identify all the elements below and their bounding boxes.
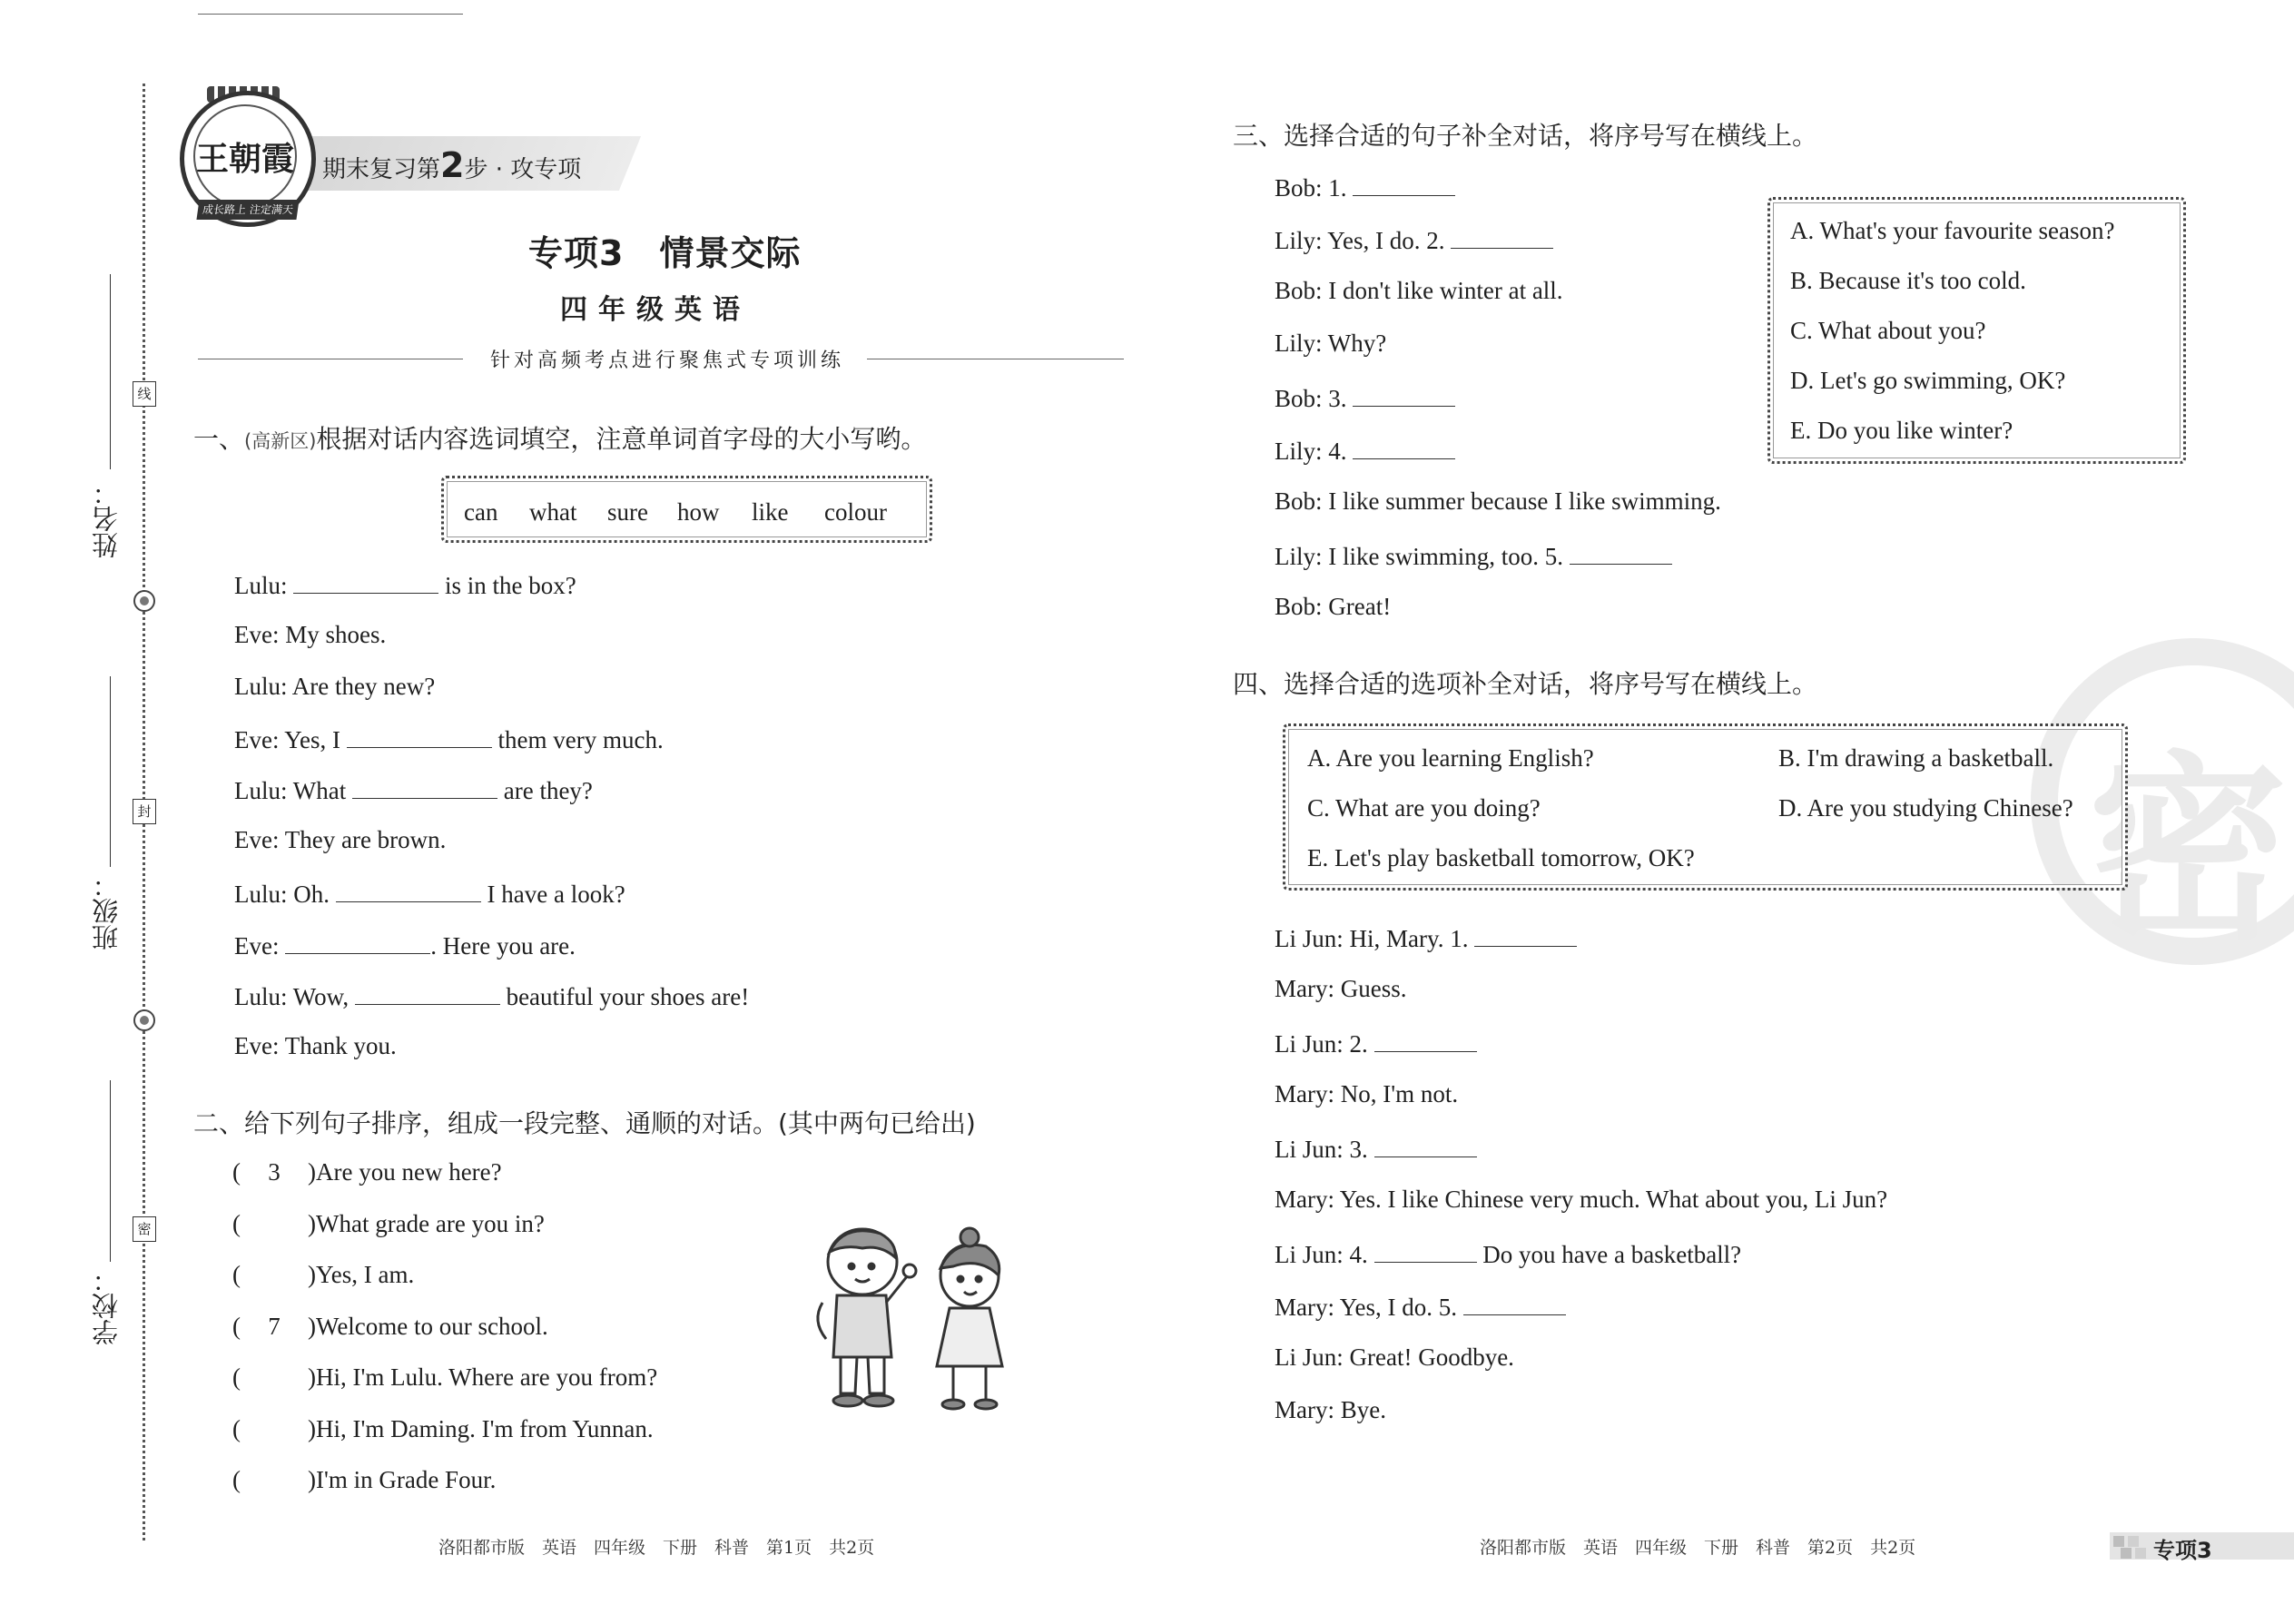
word-bank-word: how	[677, 498, 720, 526]
dialog-line: Mary: Guess.	[1275, 975, 1407, 1002]
page-title: 专项3 情景交际	[528, 233, 802, 273]
fill-blank[interactable]	[1353, 435, 1455, 459]
dialog-line: Mary: Yes. I like Chinese very much. What about you, Li Jun?	[1275, 1186, 1888, 1213]
dialog-line: Lulu: Are they new?	[234, 673, 436, 700]
fill-blank[interactable]	[1451, 224, 1553, 249]
fill-blank[interactable]	[285, 930, 430, 954]
fill-blank[interactable]	[293, 569, 438, 594]
fill-blank[interactable]	[1353, 172, 1455, 196]
dialog-line: Lily: 4.	[1275, 435, 1455, 466]
option-item: E. Let's play basketball tomorrow, OK?	[1307, 844, 1695, 871]
order-item: ( 7 )Welcome to our school.	[232, 1313, 548, 1340]
option-item: D. Let's go swimming, OK?	[1790, 367, 2066, 394]
word-bank-word: colour	[824, 498, 887, 526]
fill-blank[interactable]	[352, 774, 497, 799]
dialog-line: Li Jun: 2.	[1275, 1028, 1477, 1058]
tab-square-icon	[2135, 1548, 2146, 1559]
order-item: ( )Hi, I'm Daming. I'm from Yunnan.	[232, 1415, 654, 1442]
dialog-line: Eve: My shoes.	[234, 621, 387, 648]
dialog-line: Eve: . Here you are.	[234, 930, 576, 960]
tab-square-icon	[2113, 1536, 2124, 1547]
option-item: D. Are you studying Chinese?	[1778, 794, 2073, 822]
dialog-line: Mary: No, I'm not.	[1275, 1080, 1459, 1107]
footer-left: 洛阳都市版 英语 四年级 下册 科普 第1页 共2页	[438, 1538, 875, 1558]
word-bank-box	[441, 476, 932, 543]
banner-prefix: 期末复习第	[322, 156, 441, 183]
fill-blank[interactable]	[1374, 1028, 1477, 1052]
dialog-line: Lulu: What are they?	[234, 774, 593, 805]
logo-text: 王朝霞	[193, 104, 297, 208]
option-item: B. Because it's too cold.	[1790, 267, 2026, 294]
section4-heading: 四、选择合适的选项补全对话，将序号写在横线上。	[1233, 669, 1818, 699]
class-field-line[interactable]	[110, 676, 111, 867]
fill-blank[interactable]	[1374, 1133, 1477, 1157]
option-item: A. What's your favourite season?	[1790, 217, 2115, 244]
fill-blank[interactable]	[355, 980, 500, 1005]
dialog-line: Lulu: Wow, beautiful your shoes are!	[234, 980, 749, 1011]
dialog-line: Lily: Why?	[1275, 330, 1387, 357]
dialog-line: Lily: Yes, I do. 2.	[1275, 224, 1553, 255]
children-illustration	[808, 1221, 1026, 1421]
option-item: C. What about you?	[1790, 317, 1986, 344]
tagline: 针对高频考点进行聚焦式专项训练	[490, 349, 845, 372]
dialog-line: Bob: I don't like winter at all.	[1275, 277, 1563, 304]
fill-blank[interactable]	[1353, 382, 1455, 407]
page-subtitle: 四年级英语	[560, 294, 751, 326]
tab-square-icon	[2121, 1548, 2132, 1559]
option-item: E. Do you like winter?	[1790, 417, 2013, 444]
option-item: C. What are you doing?	[1307, 794, 1541, 822]
class-label: 班级：	[91, 871, 122, 950]
dialog-line: Eve: Thank you.	[234, 1032, 397, 1059]
order-item: ( )I'm in Grade Four.	[232, 1466, 497, 1493]
dialog-line: Li Jun: Great! Goodbye.	[1275, 1343, 1514, 1371]
fill-blank[interactable]	[336, 878, 481, 902]
fill-blank[interactable]	[1463, 1291, 1566, 1315]
order-number[interactable]: 7	[268, 1313, 281, 1340]
dialog-line: Mary: Yes, I do. 5.	[1275, 1291, 1566, 1322]
seal-char-feng: 封	[133, 799, 156, 824]
order-item: ( )Yes, I am.	[232, 1261, 415, 1288]
logo-ribbon: 成长路上 注定满天	[196, 200, 299, 220]
dialog-line: Lily: I like swimming, too. 5.	[1275, 540, 1672, 571]
seal-char-mi: 密	[133, 1216, 156, 1242]
section1-heading	[193, 419, 926, 456]
fill-blank[interactable]	[347, 723, 492, 748]
seal-ring-icon	[133, 1009, 155, 1031]
word-bank-word: what	[529, 498, 577, 526]
dialog-line: Li Jun: Hi, Mary. 1.	[1275, 922, 1577, 953]
order-item: ( )Hi, I'm Lulu. Where are you from?	[232, 1363, 658, 1391]
secret-watermark-char: 密	[2088, 734, 2289, 967]
dialog-line: Lulu: Oh. I have a look?	[234, 878, 625, 909]
footer-right: 洛阳都市版 英语 四年级 下册 科普 第2页 共2页	[1480, 1538, 1916, 1558]
word-bank-word: can	[464, 498, 498, 526]
order-item: ( )What grade are you in?	[232, 1210, 545, 1237]
dialog-line: Bob: Great!	[1275, 593, 1392, 620]
section1-region: (高新区)	[244, 430, 317, 452]
dialog-line: Bob: I like summer because I like swimming.	[1275, 487, 1721, 515]
section3-heading: 三、选择合适的句子补全对话，将序号写在横线上。	[1233, 121, 1818, 151]
dialog-line: Mary: Bye.	[1275, 1396, 1386, 1423]
tagline-rule-left	[198, 14, 463, 15]
dialog-line: Li Jun: 4. Do you have a basketball?	[1275, 1238, 1741, 1269]
dialog-line: Eve: They are brown.	[234, 826, 447, 853]
section1-number: 一、	[193, 424, 245, 454]
school-field-line[interactable]	[110, 1080, 111, 1262]
section-tab-label: 专项3	[2153, 1538, 2212, 1563]
seal-char-xian: 线	[133, 381, 156, 407]
option-item: B. I'm drawing a basketball.	[1778, 744, 2054, 772]
order-item: ( 3 )Are you new here?	[232, 1158, 502, 1186]
dialog-line: Bob: 1.	[1275, 172, 1455, 202]
dialog-line: Bob: 3.	[1275, 382, 1455, 413]
word-bank-word: like	[752, 498, 789, 526]
tab-square-icon	[2128, 1536, 2139, 1547]
name-field-line[interactable]	[110, 274, 111, 469]
dialog-line: Eve: Yes, I them very much.	[234, 723, 664, 754]
word-bank-word: sure	[607, 498, 648, 526]
fill-blank[interactable]	[1374, 1238, 1477, 1263]
banner-step: 2	[440, 145, 465, 185]
dialog-line: Li Jun: 3.	[1275, 1133, 1477, 1164]
header-banner-text	[322, 145, 581, 185]
fill-blank[interactable]	[1570, 540, 1672, 565]
seal-ring-icon	[133, 590, 155, 612]
section1-instruction: 根据对话内容选词填空，注意单词首字母的大小写哟。	[316, 424, 927, 454]
dialog-line: Lulu: is in the box?	[234, 569, 576, 600]
option-item: A. Are you learning English?	[1307, 744, 1594, 772]
section2-heading: 二、给下列句子排序，组成一段完整、通顺的对话。(其中两句已给出)	[193, 1108, 976, 1138]
school-label: 学校：	[91, 1266, 122, 1345]
name-label: 姓名：	[91, 479, 122, 558]
order-number[interactable]: 3	[268, 1158, 281, 1186]
fill-blank[interactable]	[1474, 922, 1577, 947]
banner-suffix: 步 · 攻专项	[464, 156, 582, 183]
